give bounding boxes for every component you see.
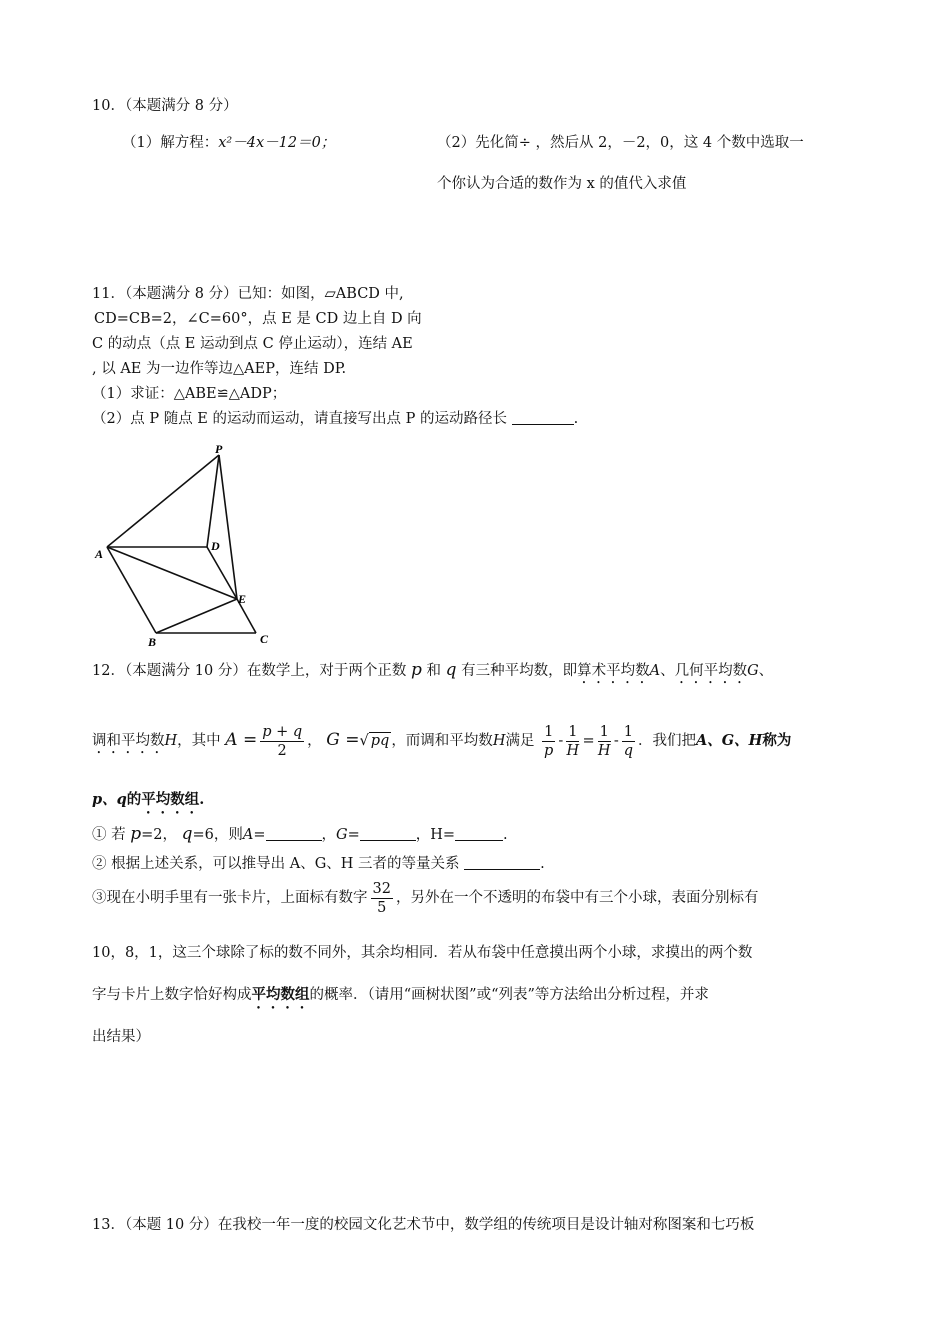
q10-header: 10．（本题满分 8 分） <box>92 98 238 114</box>
label-P: P <box>215 442 223 456</box>
q13-line1: 13．（本题 10 分）在我校一年一度的校园文化艺术节中，数学组的传统项目是设计轴对称图案和七巧板 <box>92 1217 755 1233</box>
label-C: C <box>260 632 269 646</box>
frac-1-over-H: $\frac{1}{H}$ <box>566 723 580 759</box>
blank-A[interactable] <box>266 826 322 841</box>
term-harmonic-mean: 调和平均数 <box>92 733 165 749</box>
formula-G-sqrt: √ pq <box>359 733 390 749</box>
segment-BE <box>156 599 237 633</box>
label-A: A <box>95 547 104 561</box>
term-arithmetic-mean: 算术平均数 <box>577 663 650 679</box>
q10-equation: x²－4x－12＝0； <box>218 135 336 151</box>
q12-line6: 出结果） <box>92 1029 150 1045</box>
frac-1-over-H-2: $\frac{1}{H}$ <box>597 723 611 759</box>
q10-part1-label: （1）解方程： <box>122 135 219 151</box>
blank-relation[interactable] <box>464 855 540 870</box>
frac-1-over-p: $\frac{1}{p}$ <box>544 723 554 759</box>
label-E: E <box>238 592 247 606</box>
segment-PE <box>219 455 237 599</box>
label-D: D <box>211 539 220 553</box>
q10-part2-line1: （2）先化简÷ ，然后从 2，－2，0，这 4 个数中选取一 <box>437 135 804 151</box>
q12-line1: 12．（本题满分 10 分）在数学上，对于两个正数 p 和 q 有三种平均数，即算术平均数A、几何平均数G、 <box>92 660 774 680</box>
q11-line6: （2）点 P 随点 E 的运动而运动，请直接写出点 P 的运动路径长 . <box>92 411 579 427</box>
q12-sub1: ① 若 p=2， q=6，则A= ，G= ，H= . <box>92 824 508 844</box>
q11-line5: （1）求证：△ABE≌△ADP； <box>92 386 287 402</box>
label-B: B <box>148 635 157 649</box>
blank-G[interactable] <box>360 826 416 841</box>
q11-part2-text: （2）点 P 随点 E 的运动而运动，请直接写出点 P 的运动路径长 <box>92 411 507 427</box>
q10-part2-line2: 个你认为合适的数作为 x 的值代入求值 <box>437 176 687 192</box>
parallelogram-figure <box>90 440 290 655</box>
figure-lines <box>107 455 256 633</box>
blank-H[interactable] <box>455 826 503 841</box>
answer-blank[interactable] <box>512 410 574 425</box>
segment-AE <box>107 547 237 599</box>
q11-line3: C 的动点（点 E 运动到点 C 停止运动），连结 AE <box>92 336 413 352</box>
term-geometric-mean: 几何平均数 <box>674 663 748 679</box>
q12-line5: 字与卡片上数字恰好构成平均数组的概率．（请用“画树状图”或“列表”等方法给出分析过程，并求 <box>92 986 709 1003</box>
q12-sub2: ② 根据上述关系，可以推导出 A、G、H 三者的等量关系 . <box>92 856 545 872</box>
q12-line2: 调和平均数H，其中 A = $\frac{p + q}{2}$ ， G =√ pq ，而调和平均数H满足 $\frac{1}{p}$ - $\frac{1}{H}$ = $\frac{1}{H}$ - $\frac{1}{q}$ ．我们把A、G、H称为 <box>92 718 791 763</box>
q11-line1: 11．（本题满分 8 分）已知：如图，▱ABCD 中, <box>92 286 404 302</box>
term-mean-group-2: 平均数组 <box>251 986 310 1003</box>
term-mean-group: 平均数组 <box>141 791 200 808</box>
segment-DP <box>207 455 219 547</box>
formula-A-fraction: $\frac{p + q}{2}$ <box>262 723 303 759</box>
frac-32-over-5: $\frac{32}{5}$ <box>372 880 391 916</box>
q12-line4: 10，8，1，这三个球除了标的数不同外，其余均相同．若从布袋中任意摸出两个小球，求摸出的两个数 <box>92 945 753 961</box>
q12-sub3: ③现在小明手里有一张卡片，上面标有数字 $\frac{32}{5}$ ，另外在一个不透明的布袋中有三个小球，表面分别标有 <box>92 880 759 916</box>
q11-line2: CD=CB=2，∠C=60°，点 E 是 CD 边上自 D 向 <box>94 311 422 327</box>
q12-line3: p、q的平均数组. <box>92 791 205 808</box>
q10-part1 <box>122 133 335 153</box>
segment-AP <box>107 455 219 547</box>
segment-AB <box>107 547 156 633</box>
segment-DE <box>207 547 237 599</box>
frac-1-over-q: $\frac{1}{q}$ <box>623 723 634 759</box>
q11-line4: , 以 AE 为一边作等边△AEP，连结 DP. <box>92 361 347 377</box>
